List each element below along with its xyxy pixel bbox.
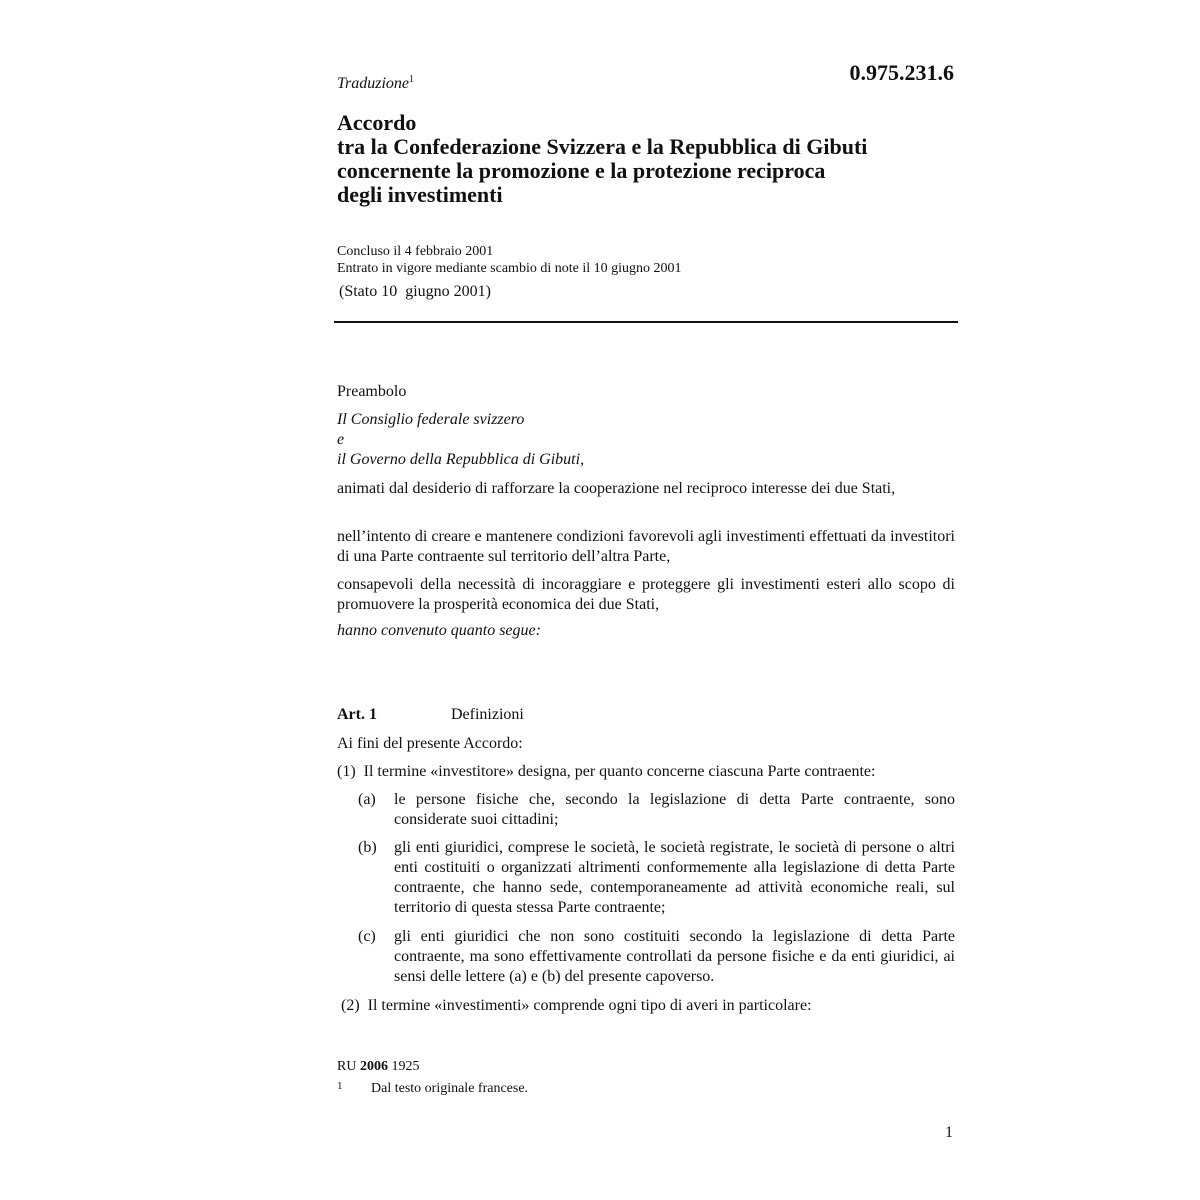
item-text: gli enti giuridici che non sono costituiti secondo la legislazione di detta Parte contraente, ma sono effettivamente controllati da persone fisiche e da enti giuridici, ai sensi delle lettere (a) e (b) del presente capoverso. (394, 928, 955, 985)
footnote-text: Dal testo originale francese. (371, 1081, 529, 1096)
sr-number: 0.975.231.6 (849, 60, 954, 85)
title-line: tra la Confederazione Svizzera e la Repubblica di Gibuti (337, 134, 868, 159)
article-number: Art. 1 (337, 706, 377, 723)
ru-prefix: RU (337, 1059, 360, 1074)
item-label: (a) (358, 791, 376, 808)
header-rule (334, 321, 958, 323)
paragraph-2: (2) Il termine «investimenti» comprende ogni tipo di averi in particolare: (341, 997, 812, 1014)
item-text: gli enti giuridici, comprese le società, le società registrate, le società di persone o altri enti costituiti o organizzati altrimenti conformemente alla legislazione di detta Parte contraente, che hanno sede, contemporaneamente ad attività economiche reali, sul territorio di questa stessa Parte contraente; (394, 839, 955, 916)
preamble-party-2: il Governo della Repubblica di Gibuti, (337, 451, 585, 468)
article-intro: Ai fini del presente Accordo: (337, 735, 523, 752)
ru-year: 2006 (359, 1059, 388, 1074)
title-line: degli investimenti (337, 182, 503, 207)
ru-reference (337, 1059, 419, 1075)
document-title (337, 111, 957, 207)
item-label: (b) (358, 839, 377, 856)
preamble-paragraph: consapevoli della necessità di incoraggiare e proteggere gli investimenti esteri allo scopo di promuovere la prosperità economica dei due Stati, (337, 576, 955, 613)
item-label: (c) (358, 928, 376, 945)
preamble-label: Preambolo (337, 383, 407, 400)
page-number: 1 (945, 1124, 953, 1141)
paragraph-1: (1) Il termine «investitore» designa, per quanto concerne ciascuna Parte contraente: (337, 763, 876, 780)
concluded-date: Concluso il 4 febbraio 2001 (337, 244, 494, 259)
preamble-paragraph: animati dal desiderio di rafforzare la cooperazione nel reciproco interesse dei due Stati, (337, 480, 896, 497)
preamble-closing: hanno convenuto quanto segue: (337, 622, 541, 639)
footnote-ref: 1 (409, 74, 415, 85)
preamble-conjunction: e (337, 431, 345, 448)
status-date: (Stato 10 giugno 2001) (339, 283, 491, 300)
footnote-number: 1 (337, 1080, 343, 1092)
ru-page: 1925 (387, 1059, 420, 1074)
entry-into-force-date: Entrato in vigore mediante scambio di note il 10 giugno 2001 (337, 261, 682, 276)
title-line: concernente la promozione e la protezione reciproca (337, 158, 826, 183)
translation-label (337, 74, 414, 93)
preamble-paragraph: nell’intento di creare e mantenere condizioni favorevoli agli investimenti effettuati da investitori di una Parte contraente sul territorio dell’altra Parte, (337, 528, 955, 565)
translation-text: Traduzione (337, 75, 410, 92)
article-title: Definizioni (451, 706, 524, 723)
preamble-party-1: Il Consiglio federale svizzero (337, 411, 525, 428)
item-text: le persone fisiche che, secondo la legislazione di detta Parte contraente, sono considerate suoi cittadini; (394, 791, 955, 828)
title-line: Accordo (337, 110, 417, 135)
